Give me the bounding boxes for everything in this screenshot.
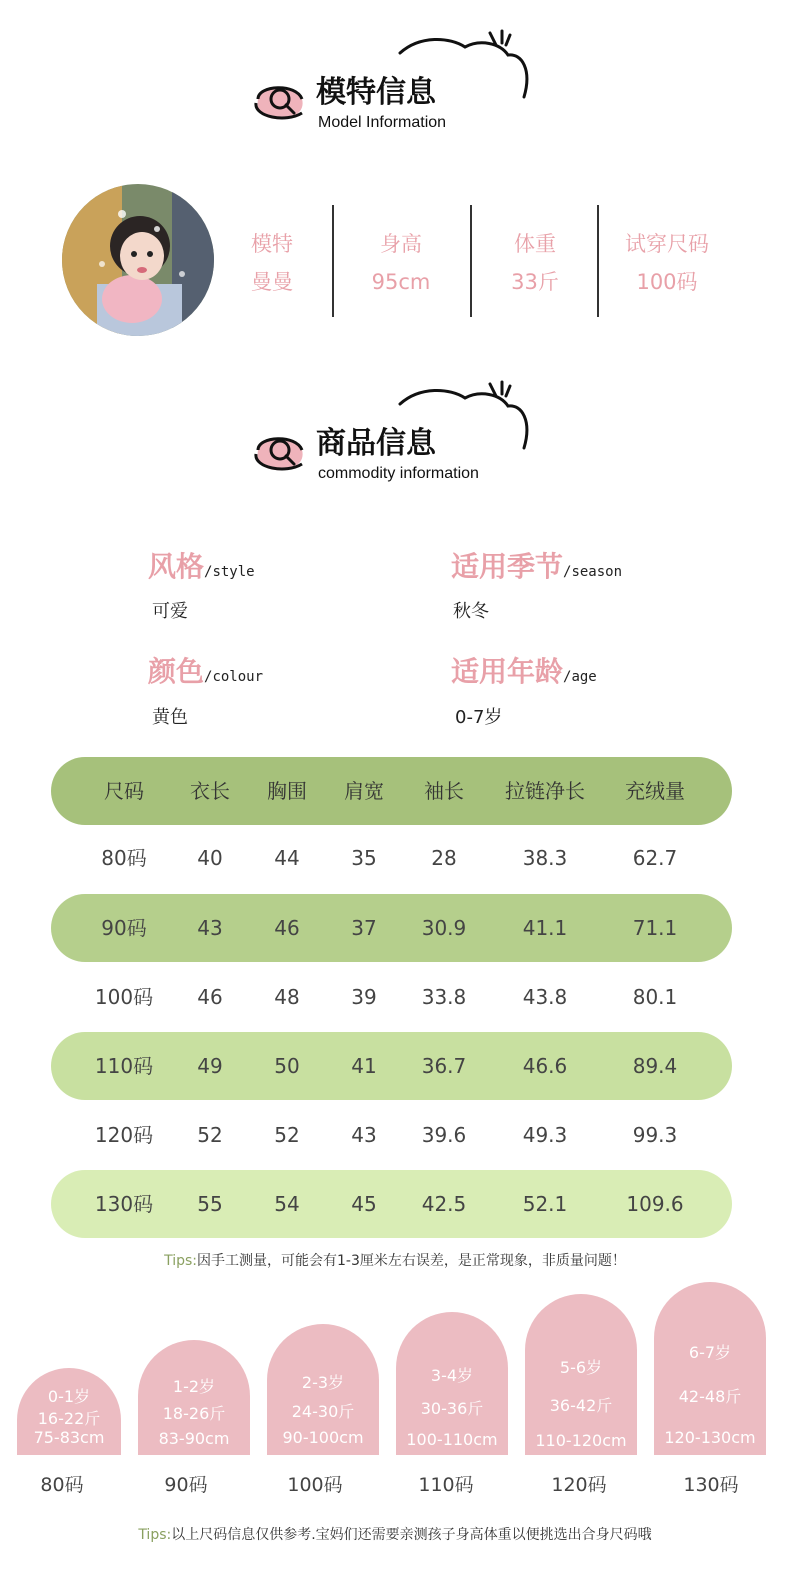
weight-value: 33斤 <box>511 270 559 294</box>
measurement-tip: Tips:因手工测量，可能会有1-3厘米左右误差，是正常现象，非质量问题！ <box>164 1253 626 1269</box>
table-cell: 46 <box>274 916 300 940</box>
table-cell: 50 <box>274 1054 300 1078</box>
table-cell: 55 <box>197 1192 223 1216</box>
product-section-header <box>250 376 550 496</box>
reference-tip: Tips:以上尺码信息仅供参考.宝妈们还需要亲测孩子身高体重以便挑选出合身尺码哦 <box>138 1527 652 1543</box>
table-cell: 35 <box>351 846 377 870</box>
table-cell: 37 <box>351 916 377 940</box>
divider <box>470 205 472 317</box>
table-cell: 36.7 <box>421 1054 467 1078</box>
table-cell: 52.1 <box>522 1192 568 1216</box>
table-cell: 130码 <box>94 1192 154 1216</box>
size-value: 100码 <box>636 270 698 294</box>
table-cell: 62.7 <box>632 846 678 870</box>
table-cell: 52 <box>197 1123 223 1147</box>
size-guide-label: 130码 <box>683 1474 739 1496</box>
table-cell: 42.5 <box>421 1192 467 1216</box>
table-cell: 54 <box>274 1192 300 1216</box>
table-cell: 41.1 <box>522 916 568 940</box>
season-label: 适用季节/season <box>451 550 623 583</box>
table-cell: 43.8 <box>522 985 568 1009</box>
age-value: 0-7岁 <box>455 707 503 728</box>
header-cell: 袖长 <box>424 779 464 803</box>
table-cell: 71.1 <box>632 916 678 940</box>
product-title-en: commodity information <box>318 465 479 482</box>
size-label: 试穿尺码 <box>625 232 709 256</box>
table-row <box>51 1170 732 1238</box>
table-cell: 39 <box>351 985 377 1009</box>
divider <box>332 205 334 317</box>
size-guide-label: 120码 <box>551 1474 607 1496</box>
table-cell: 109.6 <box>626 1192 684 1216</box>
table-cell: 33.8 <box>421 985 467 1009</box>
size-guide-label: 90码 <box>164 1474 208 1496</box>
table-cell: 46 <box>197 985 223 1009</box>
table-cell: 89.4 <box>632 1054 678 1078</box>
colour-value: 黄色 <box>152 707 188 728</box>
model-section-header <box>250 25 550 145</box>
table-cell: 43 <box>351 1123 377 1147</box>
table-cell: 80码 <box>101 846 147 870</box>
table-cell: 100码 <box>94 985 154 1009</box>
size-arch-130: 6-7岁 42-48斤 120-130cm <box>654 1282 766 1455</box>
model-avatar <box>62 184 214 336</box>
height-value: 95cm <box>371 270 431 294</box>
table-cell: 46.6 <box>522 1054 568 1078</box>
colour-label: 颜色/colour <box>148 655 264 688</box>
table-cell: 38.3 <box>522 846 568 870</box>
table-cell: 39.6 <box>421 1123 467 1147</box>
model-weight-col <box>480 225 590 301</box>
size-guide-label: 100码 <box>287 1474 343 1496</box>
table-row <box>51 1032 732 1100</box>
table-cell: 49.3 <box>522 1123 568 1147</box>
table-cell: 49 <box>197 1054 223 1078</box>
table-cell: 44 <box>274 846 300 870</box>
size-guide-label: 110码 <box>418 1474 474 1496</box>
header-cell: 肩宽 <box>344 779 384 803</box>
height-label: 身高 <box>380 232 422 256</box>
size-arch-120: 5-6岁 36-42斤 110-120cm <box>525 1294 637 1455</box>
model-title-en: Model Information <box>318 114 447 131</box>
size-arch-90: 1-2岁 18-26斤 83-90cm <box>138 1340 250 1455</box>
table-cell: 41 <box>351 1054 377 1078</box>
age-label: 适用年龄/age <box>451 655 597 688</box>
magnifier-icon <box>250 73 310 125</box>
table-cell: 48 <box>274 985 300 1009</box>
style-label: 风格/style <box>148 550 255 583</box>
model-label: 模特 <box>251 232 293 256</box>
model-title-cn: 模特信息 <box>316 75 436 110</box>
table-cell: 80.1 <box>632 985 678 1009</box>
weight-label: 体重 <box>514 232 556 256</box>
model-height-col <box>345 225 457 301</box>
table-cell: 43 <box>197 916 223 940</box>
magnifier-icon <box>250 424 310 476</box>
model-value: 曼曼 <box>251 270 293 294</box>
size-guide-label: 80码 <box>40 1474 84 1496</box>
header-cell: 胸围 <box>267 779 307 803</box>
style-value: 可爱 <box>152 601 188 622</box>
product-title-cn: 商品信息 <box>316 426 436 461</box>
model-size-col <box>608 225 726 301</box>
header-cell: 充绒量 <box>625 779 685 803</box>
table-cell: 110码 <box>94 1054 154 1078</box>
header-cell: 尺码 <box>104 779 144 803</box>
table-cell: 120码 <box>94 1123 154 1147</box>
size-arch-80: 0-1岁 16-22斤 75-83cm <box>17 1368 121 1455</box>
table-cell: 90码 <box>101 916 147 940</box>
table-row <box>51 824 732 892</box>
table-cell: 28 <box>431 846 457 870</box>
size-arch-100: 2-3岁 24-30斤 90-100cm <box>267 1324 379 1455</box>
header-cell: 衣长 <box>190 779 230 803</box>
model-name-col <box>230 225 314 301</box>
size-arch-110: 3-4岁 30-36斤 100-110cm <box>396 1312 508 1455</box>
table-cell: 99.3 <box>632 1123 678 1147</box>
table-cell: 30.9 <box>421 916 467 940</box>
table-row <box>51 894 732 962</box>
table-row <box>51 963 732 1031</box>
table-row <box>51 1101 732 1169</box>
size-table-header <box>51 757 732 825</box>
table-cell: 45 <box>351 1192 377 1216</box>
header-cell: 拉链净长 <box>505 779 585 803</box>
table-cell: 40 <box>197 846 223 870</box>
table-cell: 52 <box>274 1123 300 1147</box>
season-value: 秋冬 <box>453 601 489 622</box>
divider <box>597 205 599 317</box>
